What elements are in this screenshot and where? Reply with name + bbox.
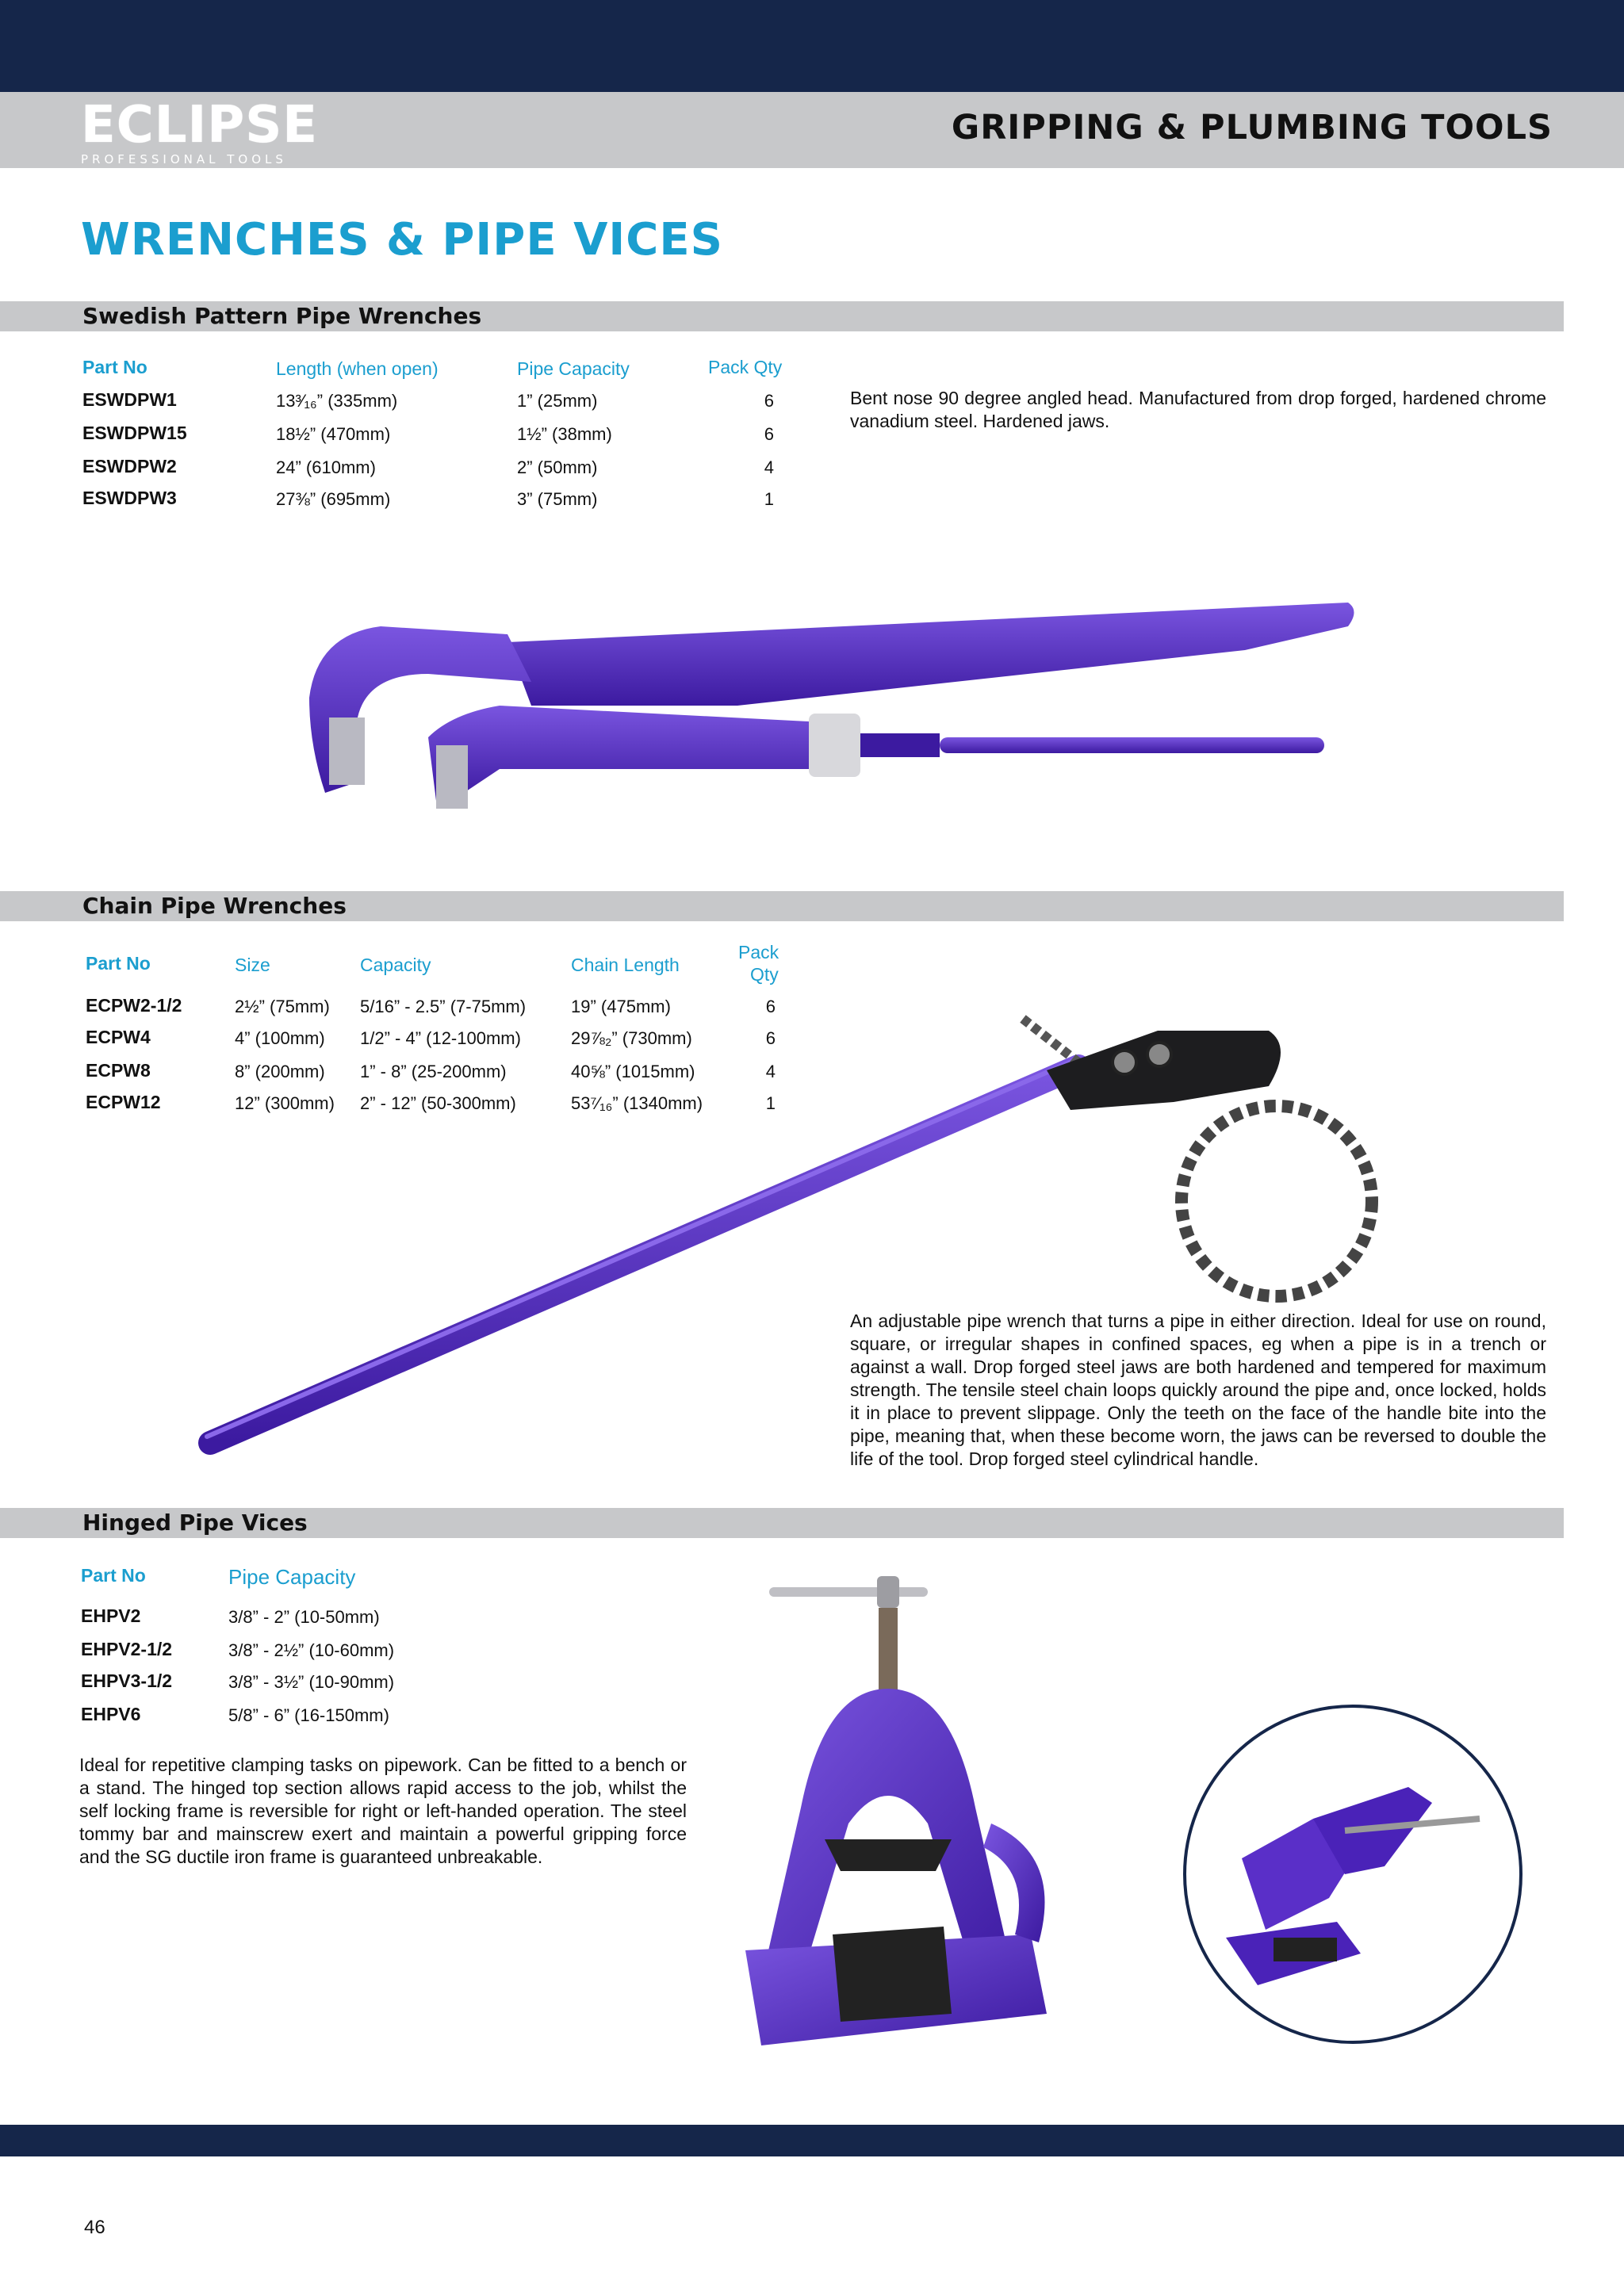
table-cell: 8” (200mm) (235, 1062, 325, 1081)
vices-description: Ideal for repetitive clamping tasks on pipework. Can be fitted to a bench or a stand. The hinged top section allows rapid access to the job, whilst the self locking frame is reversible for right or left-handed operation. The steel tommy bar and mainscrew exert and maintain a powerful gripping force and the SG ductile iron frame is guaranteed unbreakable. (79, 1755, 687, 1867)
table-cell: 6 (764, 391, 774, 411)
table-cell: 1 (764, 489, 774, 509)
section-title: Hinged Pipe Vices (82, 1510, 308, 1536)
table-cell: 4” (100mm) (235, 1028, 325, 1048)
chain-description: An adjustable pipe wrench that turns a pipe in either direction. Ideal for use on round, square, or irregular shapes in confined spaces, eg when a pipe is in a trench or against a wall. Drop forged steel jaws are both hardened and tempered for maximum strength. The tensile steel chain loops quickly around the pipe and, once locked, holds it in place to prevent slippage. Only the teeth on the face of the handle bite into the pipe, meaning that, when these become worn, the jaws can be reversed to double the life of the tool. Drop forged steel cylindrical handle. (850, 1311, 1546, 1469)
table-cell: 4 (765, 1062, 776, 1081)
col-header-part-no: Part No (81, 1565, 146, 1586)
table-cell: ESWDPW2 (82, 456, 177, 476)
table-cell: 5/16” - 2.5” (7-75mm) (360, 997, 527, 1016)
table-cell: 29⅞₂” (730mm) (571, 1028, 692, 1048)
table-cell: EHPV3-1/2 (81, 1670, 173, 1691)
top-navy-bar (0, 0, 1624, 92)
col-header-part-no: Part No (82, 357, 147, 377)
table-cell: 18½” (470mm) (276, 424, 391, 444)
col-header-qty: Qty (750, 964, 779, 985)
table-cell: 3” (75mm) (517, 489, 598, 509)
table-cell: 1” (25mm) (517, 391, 598, 411)
logo-wordmark: ECLIPSE (81, 96, 318, 155)
table-cell: ECPW2-1/2 (86, 995, 182, 1016)
table-cell: ECPW4 (86, 1027, 151, 1047)
table-cell: 1” - 8” (25-200mm) (360, 1062, 507, 1081)
table-cell: 3/8” - 2½” (10-60mm) (228, 1640, 395, 1660)
table-cell: 2½” (75mm) (235, 997, 330, 1016)
col-header-pack: Pack (738, 942, 779, 962)
col-header-part-no: Part No (86, 953, 151, 974)
table-cell: 13³⁄₁₆” (335mm) (276, 391, 398, 411)
col-header-capacity: Pipe Capacity (517, 358, 630, 379)
page-title: WRENCHES & PIPE VICES (81, 214, 723, 266)
table-cell: 12” (300mm) (235, 1093, 335, 1113)
table-cell: 3/8” - 3½” (10-90mm) (228, 1672, 395, 1692)
col-header-size: Size (235, 955, 270, 975)
col-header-capacity: Capacity (360, 955, 431, 975)
table-cell: 6 (765, 1028, 776, 1048)
table-cell: 4 (764, 457, 774, 477)
section-title: Chain Pipe Wrenches (82, 893, 347, 919)
table-cell: ESWDPW1 (82, 389, 177, 410)
section-bar-chain (0, 891, 1564, 921)
table-cell: EHPV2-1/2 (81, 1639, 173, 1659)
col-header-length: Length (when open) (276, 358, 439, 379)
col-header-chain-length: Chain Length (571, 955, 680, 975)
table-cell: ECPW8 (86, 1060, 151, 1081)
swedish-description: Bent nose 90 degree angled head. Manufactured from drop forged, hardened chrome vanadium steel. Hardened jaws. (850, 388, 1546, 431)
table-cell: EHPV6 (81, 1704, 141, 1724)
table-cell: 2” (50mm) (517, 457, 598, 477)
col-header-pack-qty: Pack Qty (708, 357, 783, 377)
table-cell: 24” (610mm) (276, 457, 376, 477)
table-cell: 6 (765, 997, 776, 1016)
page-number: 46 (84, 2217, 105, 2238)
bottom-navy-bar (0, 2125, 1624, 2156)
table-cell: 40⅝” (1015mm) (571, 1062, 695, 1081)
table-cell: 3/8” - 2” (10-50mm) (228, 1607, 380, 1627)
table-cell: 6 (764, 424, 774, 444)
table-cell: 27⅜” (695mm) (276, 489, 391, 509)
table-cell: 19” (475mm) (571, 997, 671, 1016)
table-cell: 53⁷⁄₁₆” (1340mm) (571, 1093, 703, 1113)
section-title: Swedish Pattern Pipe Wrenches (82, 303, 482, 329)
logo-tagline: PROFESSIONAL TOOLS (81, 152, 287, 166)
table-cell: ESWDPW3 (82, 488, 177, 508)
category-title: GRIPPING & PLUMBING TOOLS (951, 108, 1553, 147)
swedish-pipe-wrench-image (293, 587, 1364, 817)
vice-detail-inset-image (1178, 1700, 1527, 2049)
col-header-pipe-capacity: Pipe Capacity (228, 1565, 356, 1589)
table-cell: ESWDPW15 (82, 423, 187, 443)
table-cell: 1/2” - 4” (12-100mm) (360, 1028, 521, 1048)
hinged-pipe-vice-image (730, 1570, 1078, 2077)
table-cell: ECPW12 (86, 1092, 161, 1112)
table-cell: 5/8” - 6” (16-150mm) (228, 1705, 389, 1725)
table-cell: 1 (765, 1093, 776, 1113)
table-cell: 1½” (38mm) (517, 424, 612, 444)
section-bar-swedish (0, 301, 1564, 331)
table-cell: 2” - 12” (50-300mm) (360, 1093, 516, 1113)
table-cell: EHPV2 (81, 1605, 141, 1626)
section-bar-vices (0, 1508, 1564, 1538)
eclipse-logo (81, 96, 318, 166)
